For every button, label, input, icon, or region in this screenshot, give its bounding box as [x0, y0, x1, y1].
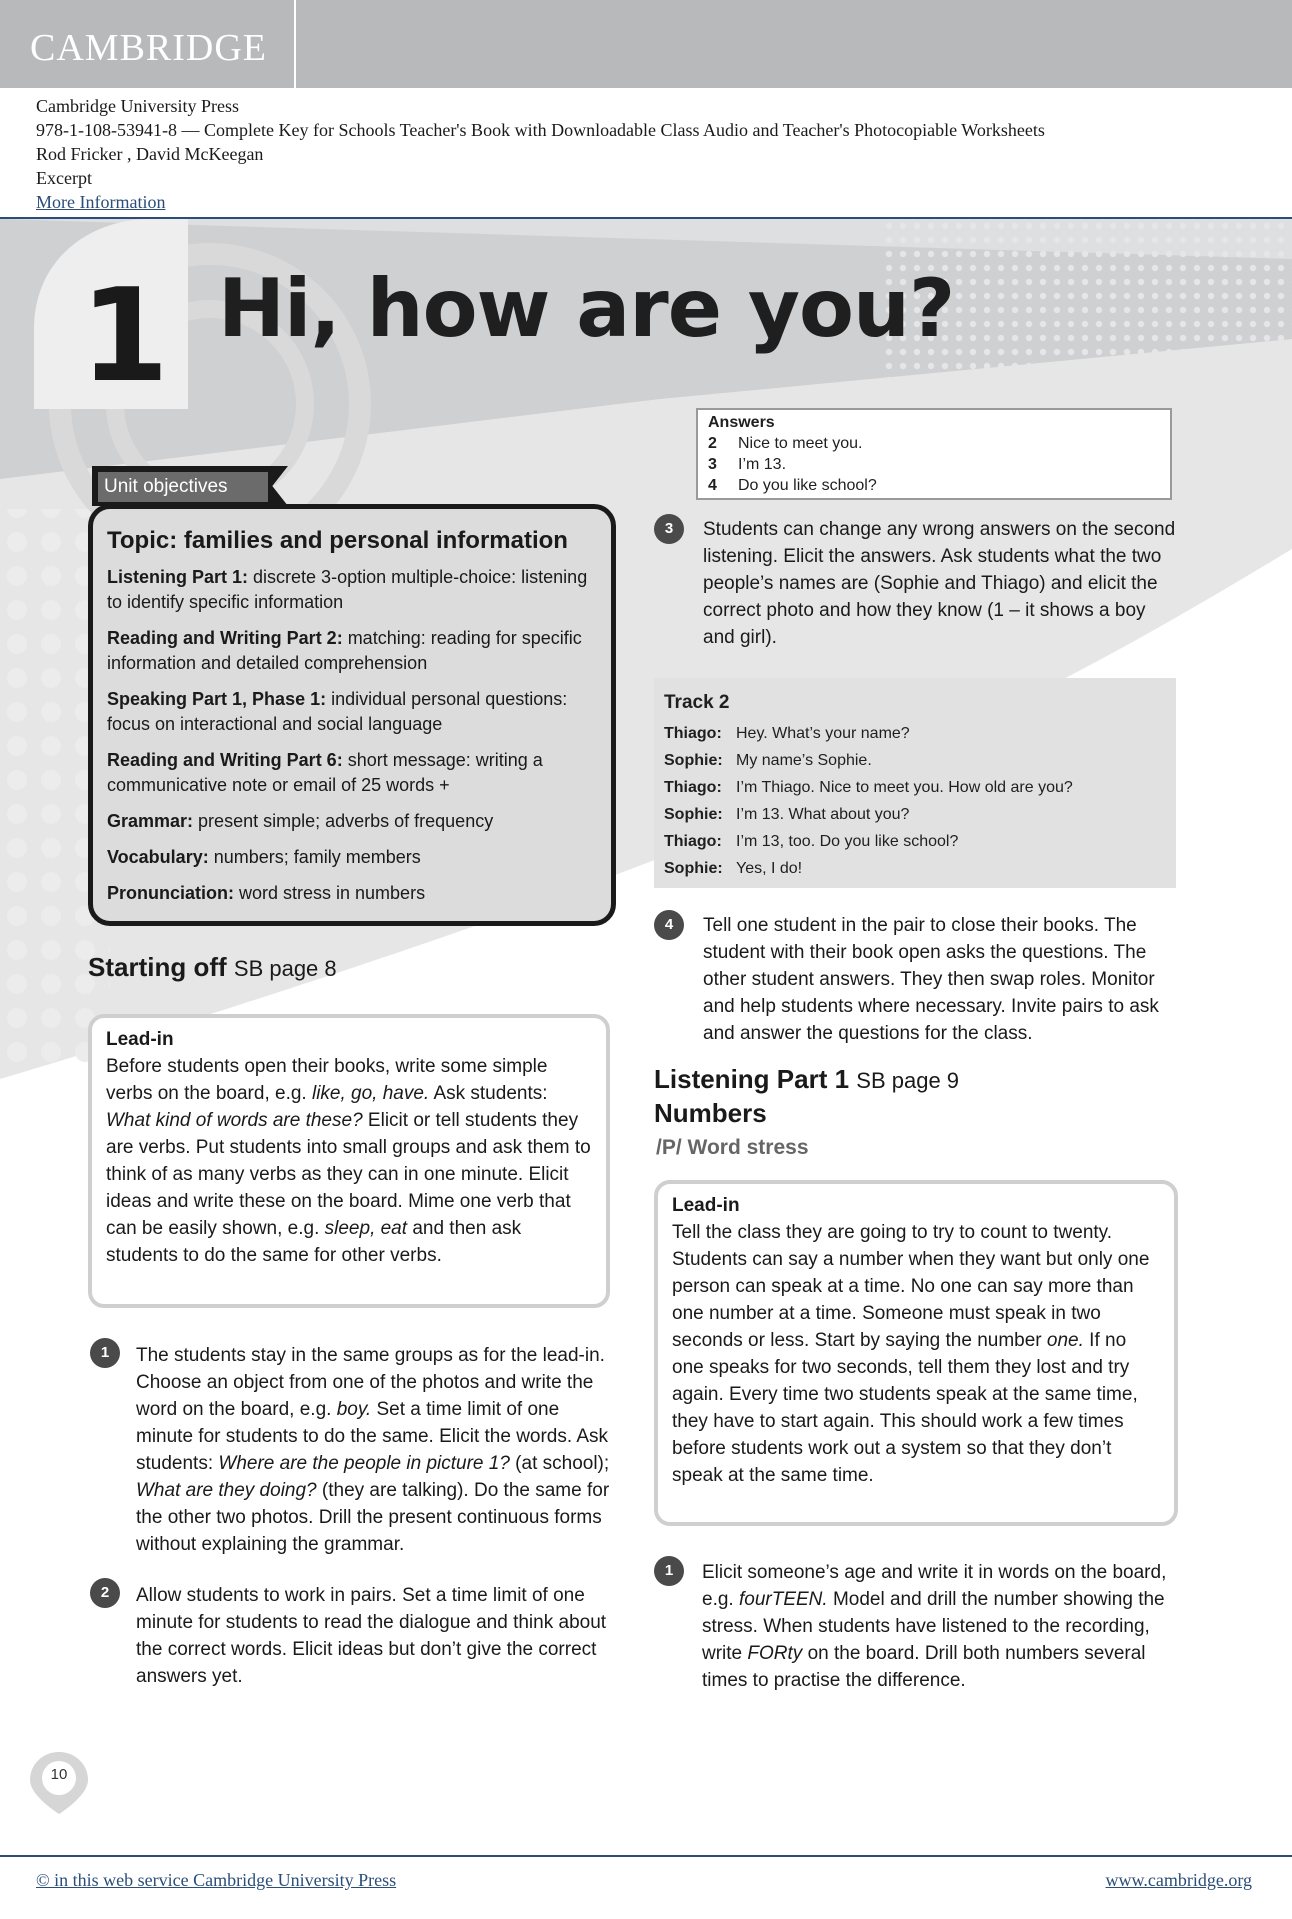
listening-leadin-box — [654, 1180, 1178, 1526]
track-lines — [664, 720, 1166, 882]
speaker-line: Yes, I do! — [736, 860, 803, 877]
text-run: Set a time limit of one minute for students to do the same. Elicit the words. Ask students: — [136, 1399, 609, 1474]
answer-number: 3 — [708, 456, 717, 473]
text-run: Tell the class they are going to try to count to twenty. Students can say a number when they want but only one person can speak at a time. No one can say more than one number at a time. Someone must speak in two seconds or less. Start by saying the number — [672, 1222, 1150, 1351]
objective-item — [107, 626, 597, 676]
unit-number: 1 — [80, 262, 170, 411]
starting-off-page: SB page 8 — [233, 956, 337, 981]
step-2-text — [136, 1582, 612, 1690]
objective-label: Reading and Writing Part 6: — [107, 750, 343, 770]
emphasis-text: boy. — [336, 1399, 372, 1420]
objectives-tag: Unit objectives — [98, 472, 268, 502]
objective-item — [107, 845, 597, 870]
publisher: Cambridge University Press — [36, 96, 239, 116]
answer-number: 4 — [708, 477, 717, 494]
objective-item — [107, 687, 597, 737]
objective-label: Vocabulary: — [107, 847, 209, 867]
unit-title: Hi, how are you? — [218, 262, 955, 355]
copyright-link[interactable]: © in this web service Cambridge University Press — [36, 1870, 397, 1890]
objective-item — [107, 809, 597, 834]
listening-title: Listening Part 1 — [654, 1064, 850, 1094]
text-run: Ask students: — [429, 1083, 548, 1104]
speaker-line: Hey. What’s your name? — [736, 725, 910, 742]
step-number-3: 3 — [654, 514, 684, 544]
objective-item — [107, 748, 597, 798]
text-run: (they are talking). Do the same for the other two photos. Drill the present continuous forms without explaining the grammar. — [136, 1480, 610, 1555]
emphasis-text: like, go, have. — [311, 1083, 430, 1104]
track-transcript — [654, 678, 1176, 888]
pronunciation-heading: /P/ Word stress — [656, 1136, 809, 1159]
speaker-line: I’m 13, too. Do you like school? — [736, 833, 959, 850]
answer-text: I’m 13. — [738, 456, 787, 473]
track-line — [664, 801, 1166, 828]
text-run: If no one speaks for two seconds, tell them they lost and try again. Every time two students speak at the same time, they have to start again. This should work a few times before students work out a system so that they don’t speak at the same time. — [672, 1330, 1138, 1486]
book-metadata — [36, 94, 1045, 214]
footer-divider — [0, 1855, 1292, 1857]
objective-item — [107, 881, 597, 906]
objectives-topic: Topic: families and personal information — [107, 527, 568, 554]
leadin-text — [106, 1053, 592, 1269]
answer-row — [708, 475, 1160, 496]
track-line — [664, 828, 1166, 855]
objective-text: short message: writing a communicative note or email of 25 words + — [107, 750, 543, 795]
objectives-box — [88, 504, 616, 926]
emphasis-text: What are they doing? — [136, 1480, 317, 1501]
step-4-text: Tell one student in the pair to close their books. The student with their book open asks the questions. The other student answers. They then swap roles. Monitor and help students where necessary. Invite pairs to ask and answer the questions for the class. — [703, 915, 1159, 1044]
cambridge-website-link[interactable]: www.cambridge.org — [1105, 1870, 1252, 1890]
listening-leadin-text — [672, 1219, 1160, 1489]
page-number: 10 — [50, 1766, 68, 1783]
answer-text: Nice to meet you. — [738, 435, 863, 452]
starting-off-heading — [88, 952, 337, 983]
listening-subtitle: Numbers — [654, 1098, 767, 1128]
track-title: Track 2 — [664, 692, 730, 713]
track-line — [664, 855, 1166, 882]
more-information-link[interactable]: More Information — [36, 192, 166, 212]
text-run: Before students open their books, write some simple verbs on the board, e.g. — [106, 1056, 548, 1104]
emphasis-text: one. — [1046, 1330, 1084, 1351]
objective-label: Listening Part 1: — [107, 567, 249, 587]
objective-label: Pronunciation: — [107, 883, 234, 903]
step-number-2: 2 — [90, 1578, 120, 1608]
objective-text: word stress in numbers — [234, 883, 426, 903]
authors: Rod Fricker , David McKeegan — [36, 144, 264, 164]
track-line — [664, 774, 1166, 801]
objective-text: numbers; family members — [208, 847, 421, 867]
emphasis-text: sleep, eat — [324, 1218, 408, 1239]
answers-list — [708, 433, 1160, 496]
objective-label: Grammar: — [107, 811, 194, 831]
text-run: Elicit someone’s age and write it in words on the board, e.g. — [702, 1562, 1167, 1610]
excerpt-label: Excerpt — [36, 168, 92, 188]
objectives-list — [107, 565, 597, 906]
speaker-name: Thiago: — [664, 779, 722, 796]
speaker-name: Sophie: — [664, 860, 723, 877]
speaker-name: Sophie: — [664, 752, 723, 769]
objective-item — [107, 565, 597, 615]
starting-off-leadin-box — [88, 1014, 610, 1308]
speaker-name: Sophie: — [664, 806, 723, 823]
text-run: on the board. Drill both numbers several times to practise the difference. — [702, 1643, 1146, 1691]
step-number-1: 1 — [90, 1338, 120, 1368]
answer-row — [708, 454, 1160, 475]
listening-heading — [654, 1064, 959, 1095]
answer-text: Do you like school? — [738, 477, 877, 494]
objective-text: present simple; adverbs of frequency — [193, 811, 494, 831]
starting-off-title: Starting off — [88, 952, 227, 982]
objective-text: individual personal questions: focus on interactional and social language — [107, 689, 568, 734]
page-number-marker — [28, 1750, 90, 1816]
emphasis-text: fourTEEN. — [738, 1589, 828, 1610]
text-run: Allow students to work in pairs. Set a time limit of one minute for students to read the dialogue and think about the correct words. Elicit ideas but don’t give the correct answers yet. — [136, 1585, 607, 1687]
emphasis-text: What kind of words are these? — [106, 1110, 363, 1131]
objective-text: discrete 3-option multiple-choice: listening to identify specific information — [107, 567, 588, 612]
text-run: Elicit or tell students they are verbs. Put students into small groups and ask them to think of as many verbs as they can in one minute. Elicit ideas and write these on the board. Mime one verb that can be easily shown, e.g. — [106, 1110, 591, 1239]
leadin-title: Lead-in — [106, 1029, 174, 1050]
emphasis-text: FORty — [747, 1643, 803, 1664]
listening-step-number-1: 1 — [654, 1556, 684, 1586]
cambridge-logo: CAMBRIDGE — [30, 27, 268, 69]
listening-step-1-text — [702, 1559, 1180, 1694]
text-run: (at school); — [509, 1453, 610, 1474]
isbn-title: 978-1-108-53941-8 — Complete Key for Schools Teacher's Book with Downloadable Class Audio and Teacher's Photocopiable Worksheets — [36, 120, 1045, 140]
text-run: and then ask students to do the same for other verbs. — [106, 1218, 522, 1266]
objective-text: matching: reading for specific information and detailed comprehension — [107, 628, 582, 673]
objective-label: Speaking Part 1, Phase 1: — [107, 689, 327, 709]
step-number-4: 4 — [654, 910, 684, 940]
answer-row — [708, 433, 1160, 454]
track-line — [664, 747, 1166, 774]
speaker-line: My name’s Sophie. — [736, 752, 872, 769]
listening-page: SB page 9 — [856, 1068, 960, 1093]
answer-number: 2 — [708, 435, 717, 452]
step-1-text — [136, 1342, 612, 1558]
step-3-text: Students can change any wrong answers on the second listening. Elicit the answers. Ask students what the two people’s names are (Sophie and Thiago) and elicit the correct photo and how they know (1 – it shows a boy and girl). — [703, 519, 1176, 648]
listening-leadin-title: Lead-in — [672, 1195, 740, 1216]
objective-label: Reading and Writing Part 2: — [107, 628, 343, 648]
text-run: Model and drill the number showing the stress. When students have listened to the recording, write — [702, 1589, 1165, 1664]
speaker-name: Thiago: — [664, 725, 722, 742]
track-line — [664, 720, 1166, 747]
speaker-name: Thiago: — [664, 833, 722, 850]
speaker-line: I’m Thiago. Nice to meet you. How old are you? — [736, 779, 1073, 796]
emphasis-text: Where are the people in picture 1? — [218, 1453, 510, 1474]
speaker-line: I’m 13. What about you? — [736, 806, 910, 823]
answers-box — [696, 408, 1172, 500]
answers-title: Answers — [708, 414, 775, 431]
text-run: The students stay in the same groups as for the lead-in. Choose an object from one of the photos and write the word on the board, e.g. — [136, 1345, 605, 1420]
